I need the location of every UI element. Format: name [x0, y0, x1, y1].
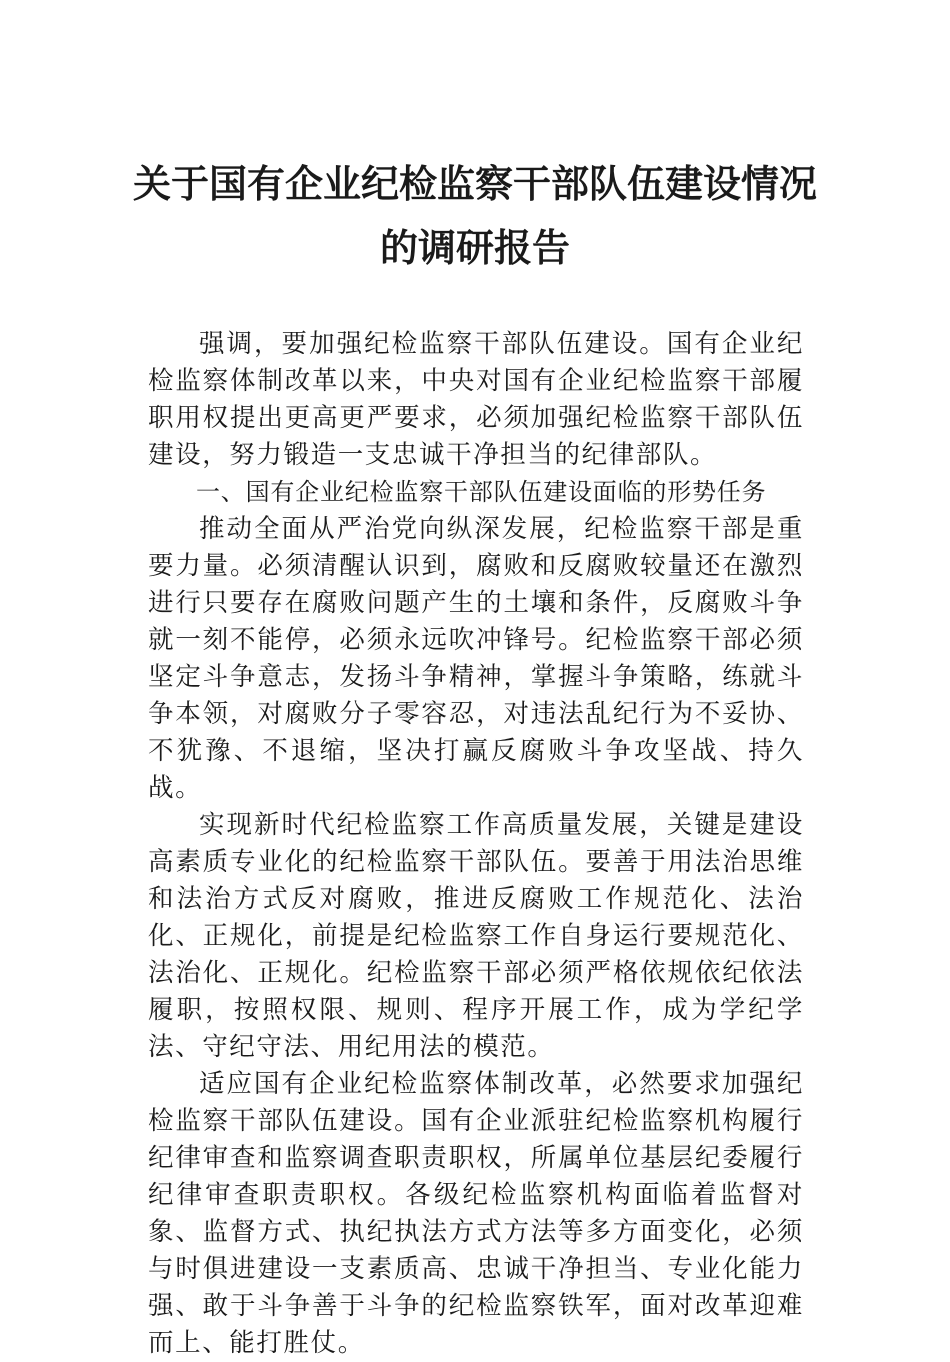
- body-paragraph-1: 推动全面从严治党向纵深发展，纪检监察干部是重要力量。必须清醒认识到，腐败和反腐败较量还在激烈进行只要存在腐败问题产生的土壤和条件，反腐败斗争就一刻不能停，必须永远吹冲锋号。纪检监察干部必须坚定斗争意志，发扬斗争精神，掌握斗争策略，练就斗争本领，对腐败分子零容忍，对违法乱纪行为不妥协、不犹豫、不退缩，坚决打赢反腐败斗争攻坚战、持久战。: [148, 514, 804, 803]
- document-body: [148, 326, 804, 1362]
- intro-paragraph: 强调，要加强纪检监察干部队伍建设。国有企业纪检监察体制改革以来，中央对国有企业纪检监察干部履职用权提出更高更严要求，必须加强纪检监察干部队伍建设，努力锻造一支忠诚干净担当的纪律部队。: [148, 329, 804, 470]
- document-title-line-2: 的调研报告: [379, 225, 570, 270]
- document-title-line-1: 关于国有企业纪检监察干部队伍建设情况: [132, 161, 817, 206]
- body-paragraph-3: 适应国有企业纪检监察体制改革，必然要求加强纪检监察干部队伍建设。国有企业派驻纪检监察机构履行纪律审查和监察调查职责职权，所属单位基层纪委履行纪律审查职责职权。各级纪检监察机构面临着监督对象、监督方式、执纪执法方式方法等多方面变化，必须与时俱进建设一支素质高、忠诚干净担当、专业化能力强、敢于斗争善于斗争的纪检监察铁军，面对改革迎难而上、能打胜仗。: [148, 1069, 804, 1358]
- body-paragraph-2: 实现新时代纪检监察工作高质量发展，关键是建设高素质专业化的纪检监察干部队伍。要善于用法治思维和法治方式反对腐败，推进反腐败工作规范化、法治化、正规化，前提是纪检监察工作自身运行要规范化、法治化、正规化。纪检监察干部必须严格依规依纪依法履职，按照权限、规则、程序开展工作，成为学纪学法、守纪守法、用纪用法的模范。: [148, 810, 804, 1062]
- section-heading-1: 一、国有企业纪检监察干部队伍建设面临的形势任务: [196, 478, 767, 506]
